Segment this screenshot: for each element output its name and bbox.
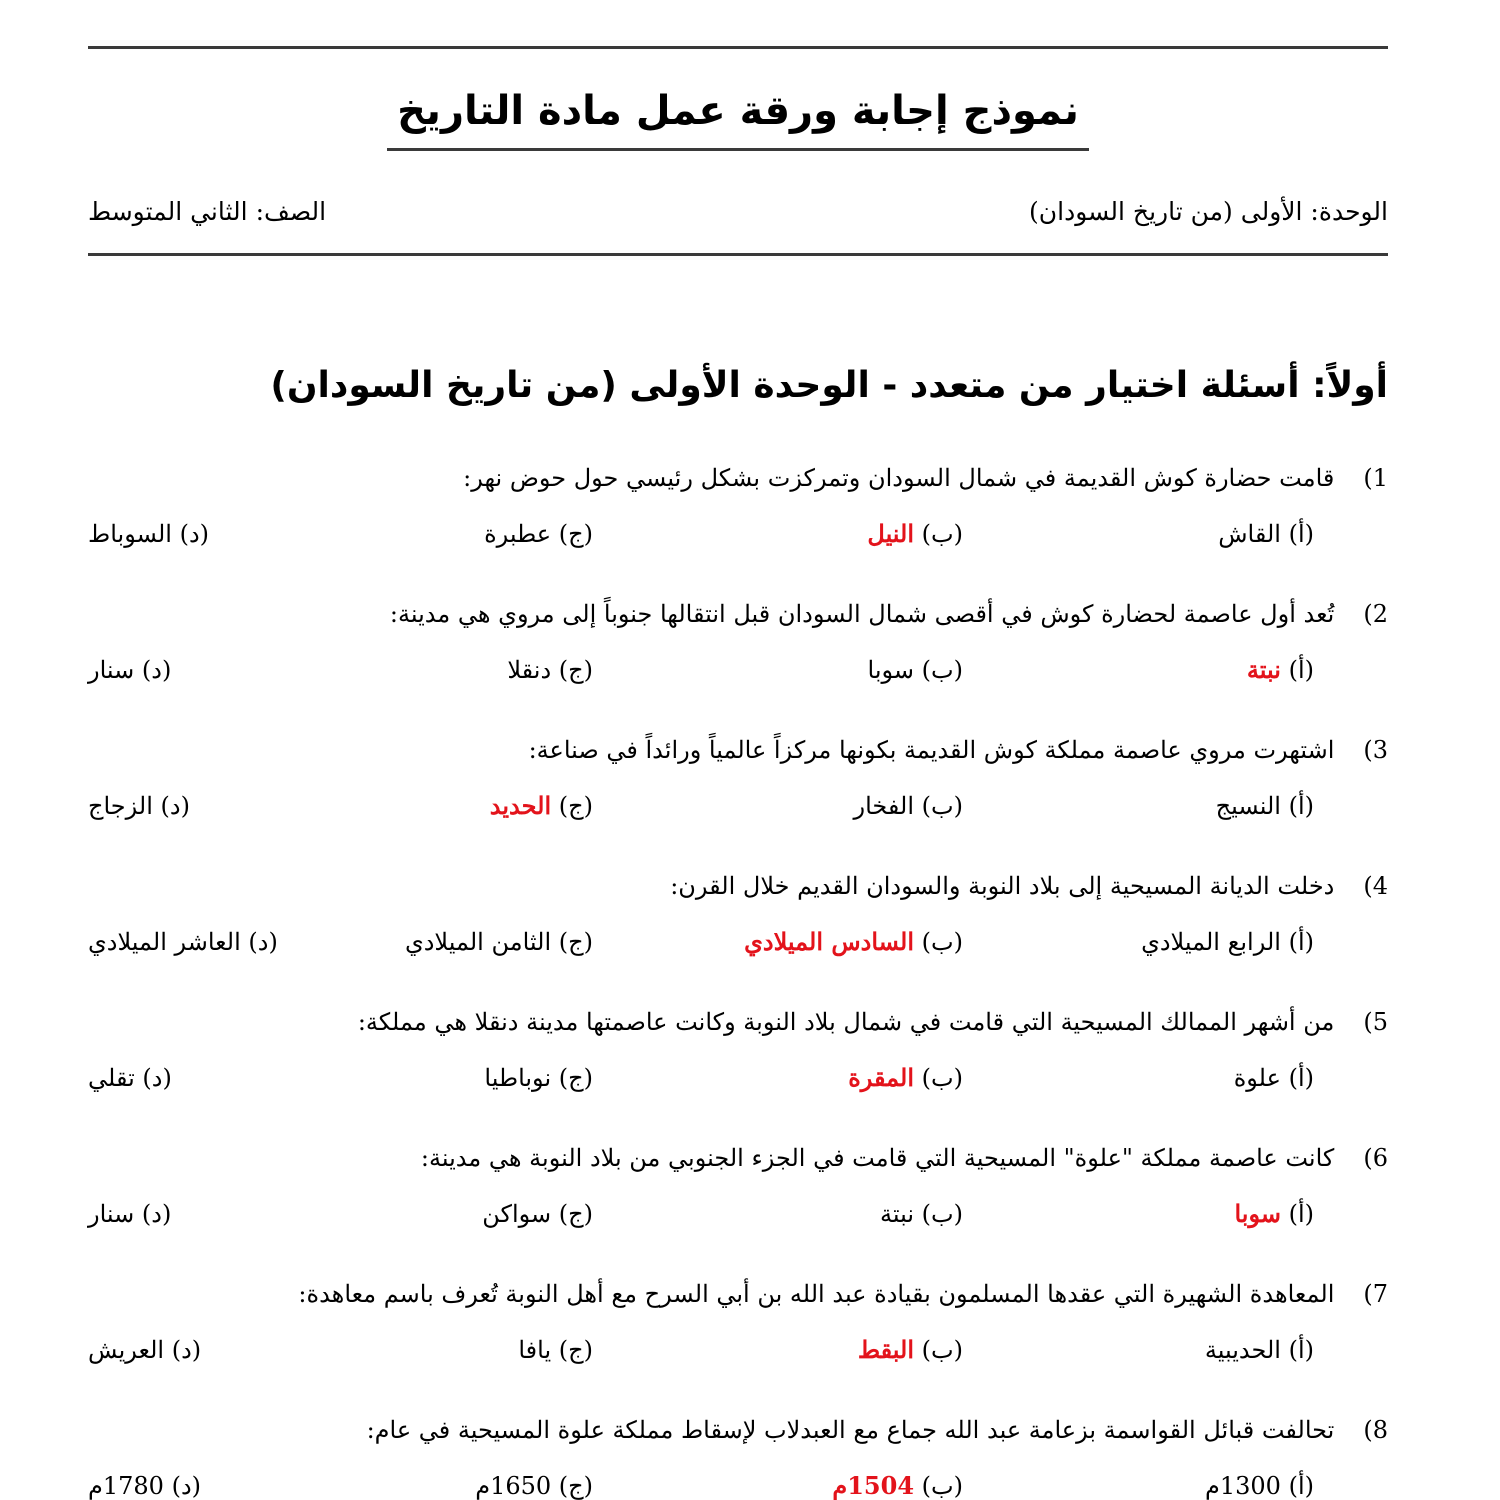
- option-letter: (ج): [558, 1336, 593, 1364]
- question-number: 5): [1363, 1008, 1388, 1036]
- option-letter: (ب): [921, 1336, 963, 1364]
- option-letter: (ج): [558, 1064, 593, 1092]
- answer-option: [868, 648, 963, 692]
- answer-option: [854, 784, 963, 828]
- answer-option: [880, 1192, 963, 1236]
- answer-option: [88, 1464, 201, 1500]
- question-number: 6): [1363, 1144, 1388, 1172]
- option-text: 1504م: [832, 1471, 915, 1500]
- question-stem: [88, 1408, 1388, 1452]
- answer-option: [88, 1192, 171, 1236]
- answer-option: [88, 1056, 172, 1100]
- question-stem: [88, 1272, 1388, 1316]
- answer-option: [518, 1328, 593, 1372]
- answer-option: [1234, 1056, 1314, 1100]
- option-letter: (أ): [1288, 656, 1314, 684]
- option-letter: (أ): [1288, 1200, 1314, 1228]
- option-letter: (أ): [1288, 928, 1314, 956]
- answer-option-correct: [848, 1056, 963, 1100]
- option-text: سوبا: [1234, 1199, 1281, 1228]
- question-number: 3): [1363, 736, 1388, 764]
- option-text: سواكن: [482, 1200, 552, 1228]
- question-item: [88, 994, 1388, 1130]
- option-letter: (د): [171, 1336, 202, 1364]
- option-text: العريش: [88, 1336, 165, 1364]
- answer-option: [88, 1328, 201, 1372]
- unit-label: الوحدة: الأولى (من تاريخ السودان): [1029, 197, 1388, 226]
- question-number: 2): [1363, 600, 1388, 628]
- answer-option-correct: [490, 784, 593, 828]
- worksheet-page: [88, 0, 1388, 1500]
- meta-row: [88, 190, 1388, 234]
- question-item: [88, 722, 1388, 858]
- answer-option-correct: [1247, 648, 1314, 692]
- option-letter: (أ): [1288, 792, 1314, 820]
- option-letter: (ج): [558, 1200, 593, 1228]
- answer-option: [88, 648, 171, 692]
- option-text: الفخار: [853, 792, 915, 820]
- option-letter: (أ): [1288, 520, 1314, 548]
- option-text: البقط: [857, 1335, 915, 1364]
- option-text: الزجاج: [88, 792, 153, 820]
- answer-options: [88, 1056, 1388, 1100]
- question-stem: [88, 456, 1388, 500]
- answer-option: [475, 1464, 593, 1500]
- question-item: [88, 1130, 1388, 1266]
- question-stem: [88, 592, 1388, 636]
- question-text: دخلت الديانة المسيحية إلى بلاد النوبة والسودان القديم خلال القرن:: [670, 872, 1335, 900]
- question-text: المعاهدة الشهيرة التي عقدها المسلمون بقيادة عبد الله بن أبي السرح مع أهل النوبة تُعرف باسم معاهدة:: [298, 1280, 1335, 1308]
- answer-option-correct: [1234, 1192, 1314, 1236]
- question-stem: [88, 1136, 1388, 1180]
- option-text: 1300م: [1205, 1472, 1281, 1500]
- option-letter: (ج): [558, 928, 593, 956]
- option-text: علوة: [1233, 1064, 1281, 1092]
- option-text: الحديد: [489, 791, 552, 820]
- answer-option: [1205, 1328, 1314, 1372]
- question-stem: [88, 728, 1388, 772]
- option-letter: (د): [141, 656, 172, 684]
- option-text: المقرة: [848, 1063, 915, 1092]
- answer-option-correct: [832, 1464, 963, 1500]
- answer-option: [1216, 784, 1314, 828]
- option-letter: (أ): [1288, 1064, 1314, 1092]
- option-letter: (أ): [1288, 1336, 1314, 1364]
- option-text: سنار: [88, 656, 135, 684]
- header-divider: [88, 253, 1388, 256]
- answer-option: [507, 648, 593, 692]
- answer-option: [482, 1192, 593, 1236]
- option-letter: (ب): [921, 1200, 963, 1228]
- option-letter: (ب): [921, 1472, 963, 1500]
- question-text: من أشهر الممالك المسيحية التي قامت في شمال بلاد النوبة وكانت عاصمتها مدينة دنقلا هي مملكة:: [357, 1008, 1335, 1036]
- option-letter: (ج): [558, 520, 593, 548]
- option-text: العاشر الميلادي: [88, 928, 241, 956]
- question-item: [88, 1266, 1388, 1402]
- option-text: سوبا: [867, 656, 915, 684]
- option-letter: (ب): [921, 928, 963, 956]
- question-item: [88, 450, 1388, 586]
- question-number: 4): [1363, 872, 1388, 900]
- answer-options: [88, 1464, 1388, 1500]
- option-text: نبتة: [1246, 655, 1281, 684]
- questions-list: [88, 450, 1388, 1500]
- answer-options: [88, 1192, 1388, 1236]
- question-number: 8): [1363, 1416, 1388, 1444]
- option-letter: (ب): [921, 656, 963, 684]
- question-text: اشتهرت مروي عاصمة مملكة كوش القديمة بكونها مركزاً عالمياً ورائداً في صناعة:: [528, 736, 1335, 764]
- option-letter: (د): [142, 1064, 172, 1092]
- option-letter: (د): [141, 1200, 172, 1228]
- option-text: القاش: [1218, 520, 1281, 548]
- answer-option: [484, 1056, 593, 1100]
- document-title-text: نموذج إجابة ورقة عمل مادة التاريخ: [387, 80, 1089, 151]
- option-letter: (ج): [558, 656, 593, 684]
- option-letter: (د): [171, 1472, 201, 1500]
- top-divider: [88, 46, 1388, 49]
- answer-option: [88, 784, 190, 828]
- question-text: تُعد أول عاصمة لحضارة كوش في أقصى شمال السودان قبل انتقالها جنوباً إلى مروي هي مدينة:: [389, 600, 1335, 628]
- option-letter: (د): [179, 520, 210, 548]
- answer-option: [88, 512, 209, 556]
- option-text: سنار: [88, 1200, 135, 1228]
- option-text: السوباط: [88, 520, 172, 548]
- answer-option: [405, 920, 593, 964]
- question-item: [88, 1402, 1388, 1500]
- answer-options: [88, 512, 1388, 556]
- option-letter: (ب): [921, 520, 963, 548]
- answer-option-correct: [744, 920, 963, 964]
- question-number: 7): [1363, 1280, 1388, 1308]
- option-text: نوباطيا: [484, 1064, 552, 1092]
- question-stem: [88, 1000, 1388, 1044]
- option-text: 1780م: [88, 1472, 164, 1500]
- answer-options: [88, 1328, 1388, 1372]
- answer-option: [88, 920, 278, 964]
- option-letter: (ب): [921, 792, 963, 820]
- option-text: 1650م: [475, 1472, 552, 1500]
- answer-options: [88, 648, 1388, 692]
- question-text: قامت حضارة كوش القديمة في شمال السودان وتمركزت بشكل رئيسي حول حوض نهر:: [463, 464, 1335, 492]
- answer-option: [484, 512, 593, 556]
- question-text: كانت عاصمة مملكة "علوة" المسيحية التي قامت في الجزء الجنوبي من بلاد النوبة هي مدينة:: [420, 1144, 1335, 1172]
- grade-label: الصف: الثاني المتوسط: [88, 197, 327, 226]
- option-text: عطبرة: [484, 520, 552, 548]
- question-number: 1): [1363, 464, 1388, 492]
- option-text: دنقلا: [507, 656, 552, 684]
- question-item: [88, 586, 1388, 722]
- option-letter: (د): [160, 792, 190, 820]
- option-letter: (ج): [558, 792, 593, 820]
- option-text: النسيج: [1215, 792, 1281, 820]
- answer-option-correct: [858, 1328, 963, 1372]
- answer-options: [88, 784, 1388, 828]
- option-letter: (أ): [1288, 1472, 1314, 1500]
- option-letter: (ج): [558, 1472, 593, 1500]
- option-letter: (د): [248, 928, 278, 956]
- answer-option: [1205, 1464, 1314, 1500]
- option-text: الرابع الميلادي: [1141, 928, 1281, 956]
- option-letter: (ب): [921, 1064, 963, 1092]
- option-text: تقلي: [88, 1064, 135, 1092]
- option-text: السادس الميلادي: [744, 927, 915, 956]
- option-text: الحديبية: [1204, 1336, 1281, 1364]
- question-item: [88, 858, 1388, 994]
- question-text: تحالفت قبائل القواسمة بزعامة عبد الله جماع مع العبدلاب لإسقاط مملكة علوة المسيحية في عام:: [366, 1416, 1335, 1444]
- option-text: النيل: [867, 519, 915, 548]
- answer-option: [1218, 512, 1314, 556]
- section-heading: أولاً: أسئلة اختيار من متعدد - الوحدة الأولى (من تاريخ السودان): [270, 365, 1388, 406]
- answer-option-correct: [867, 512, 963, 556]
- option-text: يافا: [518, 1336, 552, 1364]
- option-text: نبتة: [880, 1200, 915, 1228]
- answer-option: [1141, 920, 1314, 964]
- document-title: [88, 80, 1388, 151]
- answer-options: [88, 920, 1388, 964]
- option-text: الثامن الميلادي: [404, 928, 552, 956]
- question-stem: [88, 864, 1388, 908]
